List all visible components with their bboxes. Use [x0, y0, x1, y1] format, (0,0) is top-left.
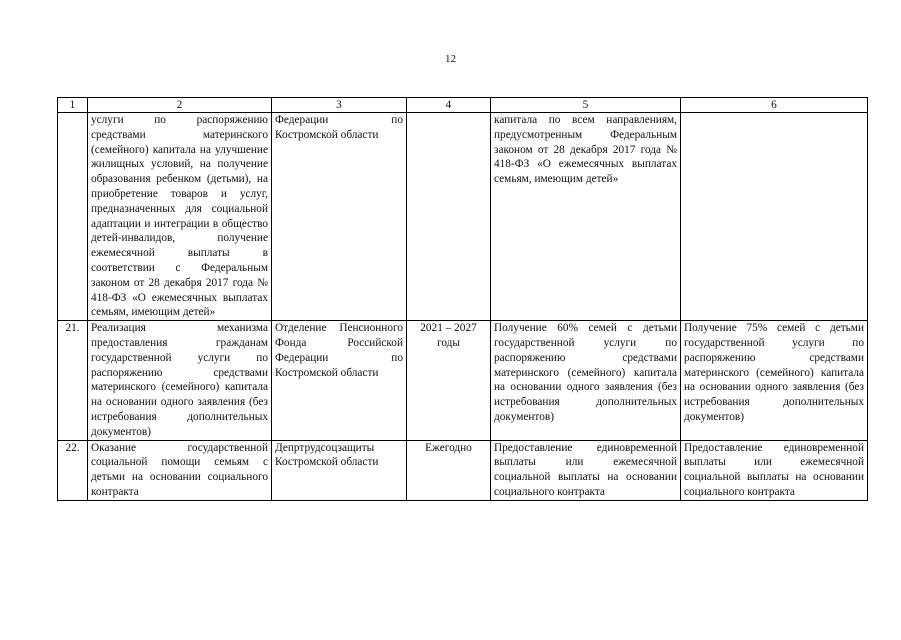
header-col-6: 6 — [681, 98, 868, 113]
row-action: Реализация механизма предоставления гражданам государственной услуги по распоряжению средствами материнского (семейного) капитала на основании одного заявления (без истребования дополнительных документов) — [88, 321, 272, 440]
header-col-5: 5 — [491, 98, 681, 113]
row-result-col5: Предоставление единовременной выплаты или ежемесячной социальной выплаты на основании социального контракта — [491, 440, 681, 500]
row-executor: Федерации по Костромской области — [272, 113, 407, 321]
row-result-col5: Получение 60% семей с детьми государственной услуги по распоряжению средствами материнского (семейного) капитала на основании одного заявления (без истребования дополнительных документов) — [491, 321, 681, 440]
measures-table — [57, 97, 868, 501]
table-row — [58, 321, 868, 440]
header-row — [58, 98, 868, 113]
row-result-col5: капитала по всем направлениям, предусмотренным Федеральным законом от 28 декабря 2017 года № 418-ФЗ «О ежемесячных выплатах семьям, имеющим детей» — [491, 113, 681, 321]
page-number: 12 — [445, 53, 456, 65]
row-number: 22. — [58, 440, 88, 500]
header-col-3: 3 — [272, 98, 407, 113]
row-period: Ежегодно — [407, 440, 491, 500]
table-row — [58, 440, 868, 500]
row-number — [58, 113, 88, 321]
header-col-4: 4 — [407, 98, 491, 113]
row-executor: Депртрудсоцзащиты Костромской области — [272, 440, 407, 500]
row-number: 21. — [58, 321, 88, 440]
row-action: услуги по распоряжению средствами материнского (семейного) капитала на улучшение жилищных условий, на получение образования ребенком (детьми), на приобретение товаров и услуг, предназначенных для социальной адаптации и интеграции в общество детей-инвалидов, получение ежемесячной выплаты в соответствии с Федеральным законом от 28 декабря 2017 года № 418-ФЗ «О ежемесячных выплатах семьям, имеющим детей» — [88, 113, 272, 321]
row-result-col6: Получение 75% семей с детьми государственной услуги по распоряжению средствами материнского (семейного) капитала на основании одного заявления (без истребования дополнительных документов) — [681, 321, 868, 440]
table-row — [58, 113, 868, 321]
header-col-2: 2 — [88, 98, 272, 113]
row-period — [407, 113, 491, 321]
row-period: 2021 – 2027 годы — [407, 321, 491, 440]
header-col-1: 1 — [58, 98, 88, 113]
row-result-col6 — [681, 113, 868, 321]
row-action: Оказание государственной социальной помощи семьям с детьми на основании социального контракта — [88, 440, 272, 500]
row-executor: Отделение Пенсионного Фонда Российской Федерации по Костромской области — [272, 321, 407, 440]
row-result-col6: Предоставление единовременной выплаты или ежемесячной социальной выплаты на основании социального контракта — [681, 440, 868, 500]
